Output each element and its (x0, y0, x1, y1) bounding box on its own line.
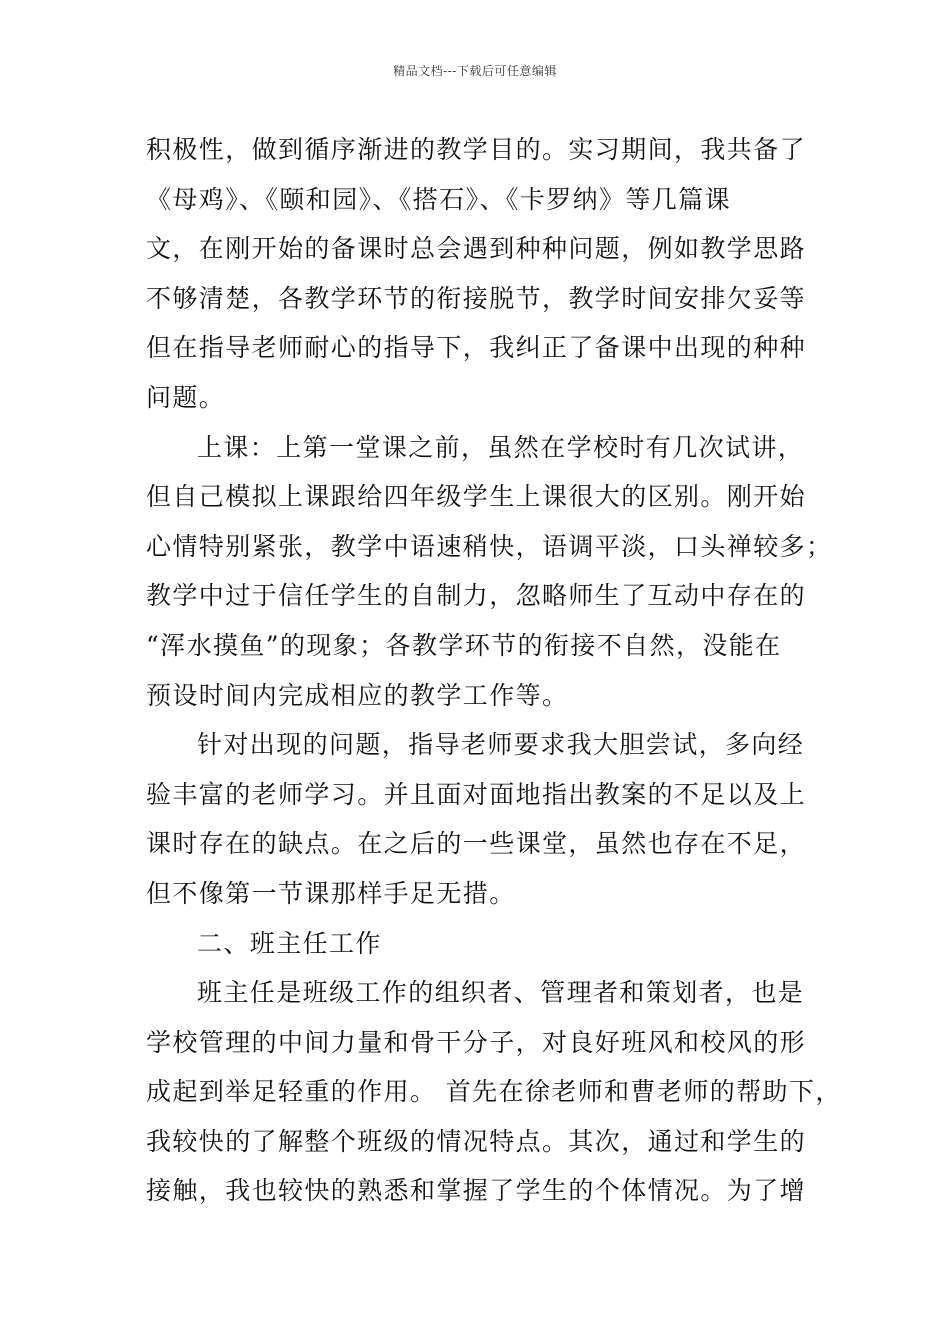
text-line: 接触，我也较快的熟悉和掌握了学生的个体情况。为了增 (146, 1176, 807, 1206)
text-line: 课时存在的缺点。在之后的一些课堂，虽然也存在不足， (146, 829, 807, 859)
section-heading: 二、班主任工作 (197, 928, 382, 958)
text-line: 心情特别紧张，教学中语速稍快，语调平淡，口头禅较多； (146, 531, 833, 561)
text-line: 成起到举足轻重的作用。 首先在徐老师和曹老师的帮助下， (146, 1077, 842, 1107)
text-line: 学校管理的中间力量和骨干分子，对良好班风和校风的形 (146, 1027, 807, 1057)
page-header: 精品文档---下载后可任意编辑 (393, 64, 557, 78)
text-line: 但在指导老师耐心的指导下，我纠正了备课中出现的种种 (146, 333, 807, 363)
paragraph-start-line: 针对出现的问题，指导老师要求我大胆尝试，多向经 (197, 730, 805, 760)
text-line: 教学中过于信任学生的自制力，忽略师生了互动中存在的 (146, 581, 807, 611)
text-line: 我较快的了解整个班级的情况特点。其次，通过和学生的 (146, 1126, 807, 1156)
text-line: 但不像第一节课那样手足无措。 (146, 878, 516, 908)
text-line: 但自己模拟上课跟给四年级学生上课很大的区别。刚开始 (146, 482, 807, 512)
text-line: 文，在刚开始的备课时总会遇到种种问题，例如教学思路 (146, 234, 807, 264)
text-line: 不够清楚，各教学环节的衔接脱节，教学时间安排欠妥等 (146, 283, 807, 313)
text-line: “浑水摸鱼”的现象；各教学环节的衔接不自然，没能在 (146, 630, 782, 660)
document-body (146, 125, 842, 1216)
text-line: 预设时间内完成相应的教学工作等。 (146, 680, 569, 710)
paragraph-start-line: 班主任是班级工作的组织者、管理者和策划者，也是 (197, 978, 805, 1008)
paragraph-start-line: 上课：上第一堂课之前，虽然在学校时有几次试讲， (197, 432, 805, 462)
text-line: 积极性，做到循序渐进的教学目的。实习期间，我共备了 (146, 135, 807, 164)
text-line: 问题。 (146, 382, 226, 412)
text-line: 《母鸡》、《颐和园》、《搭石》、《卡罗纳》等几篇课 (146, 184, 732, 214)
text-line: 验丰富的老师学习。并且面对面地指出教案的不足以及上 (146, 779, 807, 809)
